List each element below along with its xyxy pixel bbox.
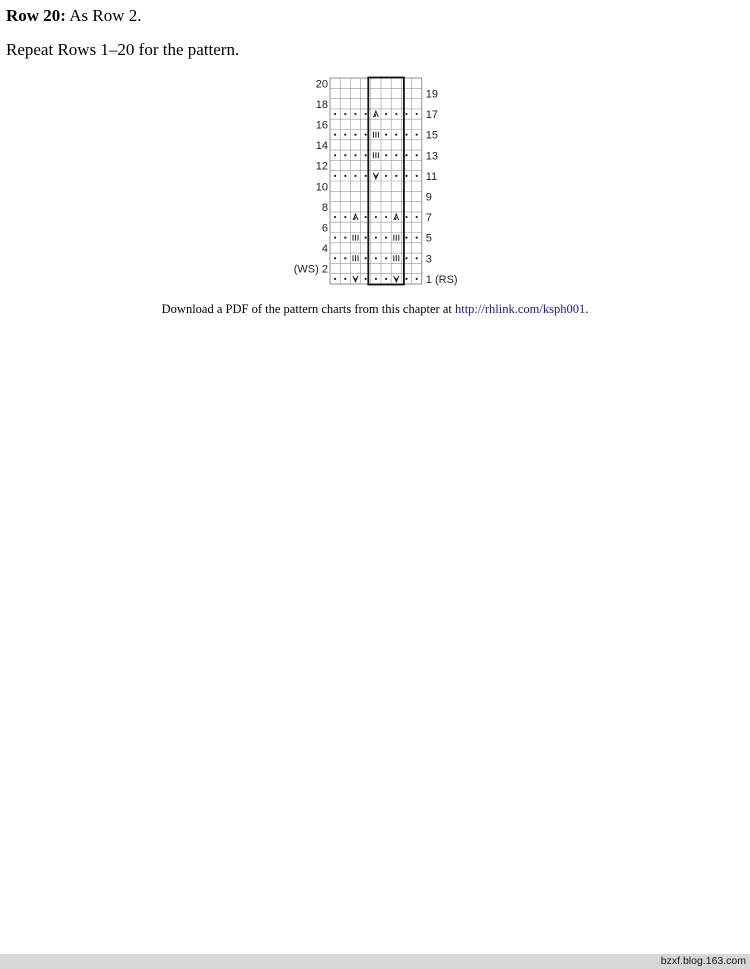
- caption-text: Download a PDF of the pattern charts from this chapter at: [161, 302, 455, 316]
- purl-dot: [334, 154, 336, 156]
- purl-dot: [334, 257, 336, 259]
- purl-dot: [365, 237, 367, 239]
- purl-dot: [416, 113, 418, 115]
- repeat-instruction: Repeat Rows 1–20 for the pattern.: [6, 40, 240, 59]
- purl-dot: [365, 257, 367, 259]
- purl-dot: [395, 154, 397, 156]
- purl-dot: [334, 134, 336, 136]
- purl-dot: [405, 154, 407, 156]
- purl-dot: [385, 113, 387, 115]
- purl-dot: [385, 154, 387, 156]
- purl-dot: [385, 134, 387, 136]
- purl-dot: [375, 257, 377, 259]
- row-20-instruction: [6, 5, 142, 27]
- purl-dot: [385, 257, 387, 259]
- row-label-right: 17: [425, 109, 439, 122]
- row-label-left: 8: [321, 201, 328, 214]
- purl-dot: [344, 113, 346, 115]
- purl-dot: [416, 134, 418, 136]
- caption-suffix: .: [585, 302, 589, 316]
- row-label-right: 11: [425, 170, 438, 183]
- knitting-chart: [280, 74, 480, 290]
- chart-pdf-link[interactable]: http://rhlink.com/ksph001: [454, 302, 586, 316]
- purl-dot: [344, 134, 346, 136]
- purl-dot: [395, 113, 397, 115]
- purl-dot: [334, 237, 336, 239]
- row-label-left: 12: [315, 160, 328, 173]
- purl-dot: [416, 237, 418, 239]
- row-label-left: 10: [315, 181, 328, 194]
- purl-dot: [354, 113, 356, 115]
- purl-dot: [344, 154, 346, 156]
- row-label-right: 15: [425, 129, 439, 142]
- purl-dot: [375, 278, 377, 280]
- row-label-right: 3: [425, 253, 432, 266]
- row-label-left: 16: [315, 119, 328, 132]
- purl-dot: [365, 154, 367, 156]
- purl-dot: [416, 216, 418, 218]
- row-label-left: 4: [321, 243, 328, 256]
- purl-dot: [344, 257, 346, 259]
- purl-dot: [375, 237, 377, 239]
- purl-dot: [334, 113, 336, 115]
- purl-dot: [365, 175, 367, 177]
- footer-bar: [0, 954, 750, 969]
- purl-dot: [405, 257, 407, 259]
- purl-dot: [365, 216, 367, 218]
- purl-dot: [385, 175, 387, 177]
- knitting-chart-svg: [280, 74, 480, 290]
- purl-dot: [416, 154, 418, 156]
- row-20-text: As Row 2.: [65, 6, 142, 25]
- purl-dot: [354, 134, 356, 136]
- purl-dot: [344, 175, 346, 177]
- row-label-right: 1 (RS): [425, 273, 458, 286]
- purl-dot: [405, 216, 407, 218]
- row-label-right: 7: [425, 212, 432, 225]
- purl-dot: [344, 216, 346, 218]
- row-label-left: 6: [321, 222, 328, 235]
- row-label-right: 19: [425, 88, 439, 101]
- row-label-left: 14: [315, 140, 328, 153]
- purl-dot: [395, 175, 397, 177]
- row-label-left: 18: [315, 98, 328, 111]
- row-label-right: 9: [425, 191, 432, 204]
- row-20-label: Row 20:: [6, 6, 66, 25]
- purl-dot: [416, 278, 418, 280]
- purl-dot: [405, 134, 407, 136]
- purl-dot: [405, 175, 407, 177]
- purl-dot: [405, 278, 407, 280]
- purl-dot: [365, 278, 367, 280]
- purl-dot: [344, 278, 346, 280]
- row-label-left: 20: [315, 78, 328, 91]
- watermark-text: bzxf.blog.163.com: [660, 955, 746, 967]
- row-label-right: 13: [425, 150, 439, 163]
- purl-dot: [365, 134, 367, 136]
- purl-dot: [385, 216, 387, 218]
- purl-dot: [385, 278, 387, 280]
- purl-dot: [344, 237, 346, 239]
- purl-dot: [405, 237, 407, 239]
- row-label-right: 5: [425, 232, 432, 245]
- row-label-left: (WS) 2: [293, 263, 328, 276]
- purl-dot: [405, 113, 407, 115]
- purl-dot: [354, 175, 356, 177]
- purl-dot: [365, 113, 367, 115]
- purl-dot: [334, 175, 336, 177]
- purl-dot: [385, 237, 387, 239]
- chart-download-caption: [0, 300, 750, 318]
- purl-dot: [416, 175, 418, 177]
- purl-dot: [354, 154, 356, 156]
- purl-dot: [375, 216, 377, 218]
- purl-dot: [334, 278, 336, 280]
- purl-dot: [416, 257, 418, 259]
- purl-dot: [334, 216, 336, 218]
- purl-dot: [395, 134, 397, 136]
